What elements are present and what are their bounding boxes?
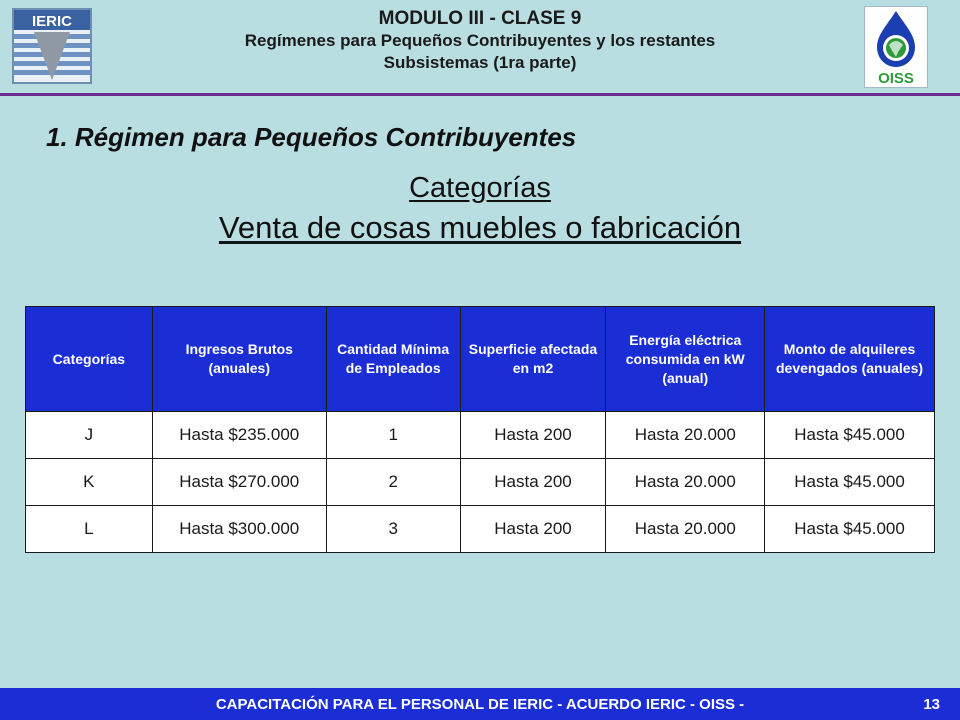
header-ingresos-brutos: Ingresos Brutos (anuales) xyxy=(152,307,326,412)
cell-alquileres: Hasta $45.000 xyxy=(765,412,935,459)
header-cantidad-empleados: Cantidad Mínima de Empleados xyxy=(326,307,460,412)
cell-ingresos: Hasta $235.000 xyxy=(152,412,326,459)
ieric-logo-text: IERIC xyxy=(31,13,73,30)
table-row xyxy=(26,459,935,506)
header-superficie: Superficie afectada en m2 xyxy=(460,307,606,412)
header-energia: Energía eléctrica consumida en kW (anual) xyxy=(606,307,765,412)
header-alquileres: Monto de alquileres devengados (anuales) xyxy=(765,307,935,412)
oiss-logo-text: OISS xyxy=(878,70,914,87)
header-module-title: MODULO III - CLASE 9 xyxy=(378,8,582,29)
table-row xyxy=(26,506,935,553)
header-subtitle-line2: Subsistemas (1ra parte) xyxy=(383,53,577,72)
oiss-logo xyxy=(864,6,928,88)
cell-energia: Hasta 20.000 xyxy=(606,506,765,553)
cell-alquileres: Hasta $45.000 xyxy=(765,506,935,553)
cell-energia: Hasta 20.000 xyxy=(606,459,765,506)
header-categorias: Categorías xyxy=(26,307,153,412)
cell-categoria: K xyxy=(26,459,153,506)
section-title: 1. Régimen para Pequeños Contribuyentes xyxy=(46,122,577,152)
footer-text: CAPACITACIÓN PARA EL PERSONAL DE IERIC - ACUERDO IERIC - OISS - xyxy=(215,696,745,713)
header-titles xyxy=(130,8,830,74)
page-number: 13 xyxy=(923,696,940,713)
table-row xyxy=(26,412,935,459)
slide-subtitle-venta: Venta de cosas muebles o fabricación xyxy=(218,210,742,245)
cell-empleados: 2 xyxy=(326,459,460,506)
cell-categoria: L xyxy=(26,506,153,553)
cell-superficie: Hasta 200 xyxy=(460,412,606,459)
cell-superficie: Hasta 200 xyxy=(460,506,606,553)
slide-subtitle-categorias: Categorías xyxy=(409,172,551,204)
footer-bar xyxy=(0,688,960,720)
categories-table xyxy=(25,306,935,553)
ieric-logo xyxy=(12,8,92,84)
table-header-row xyxy=(26,307,935,412)
cell-empleados: 3 xyxy=(326,506,460,553)
cell-empleados: 1 xyxy=(326,412,460,459)
cell-superficie: Hasta 200 xyxy=(460,459,606,506)
header-subtitle-line1: Regímenes para Pequeños Contribuyentes y los restantes xyxy=(244,31,716,50)
cell-ingresos: Hasta $300.000 xyxy=(152,506,326,553)
cell-alquileres: Hasta $45.000 xyxy=(765,459,935,506)
cell-ingresos: Hasta $270.000 xyxy=(152,459,326,506)
header-divider xyxy=(0,93,960,96)
cell-categoria: J xyxy=(26,412,153,459)
cell-energia: Hasta 20.000 xyxy=(606,412,765,459)
